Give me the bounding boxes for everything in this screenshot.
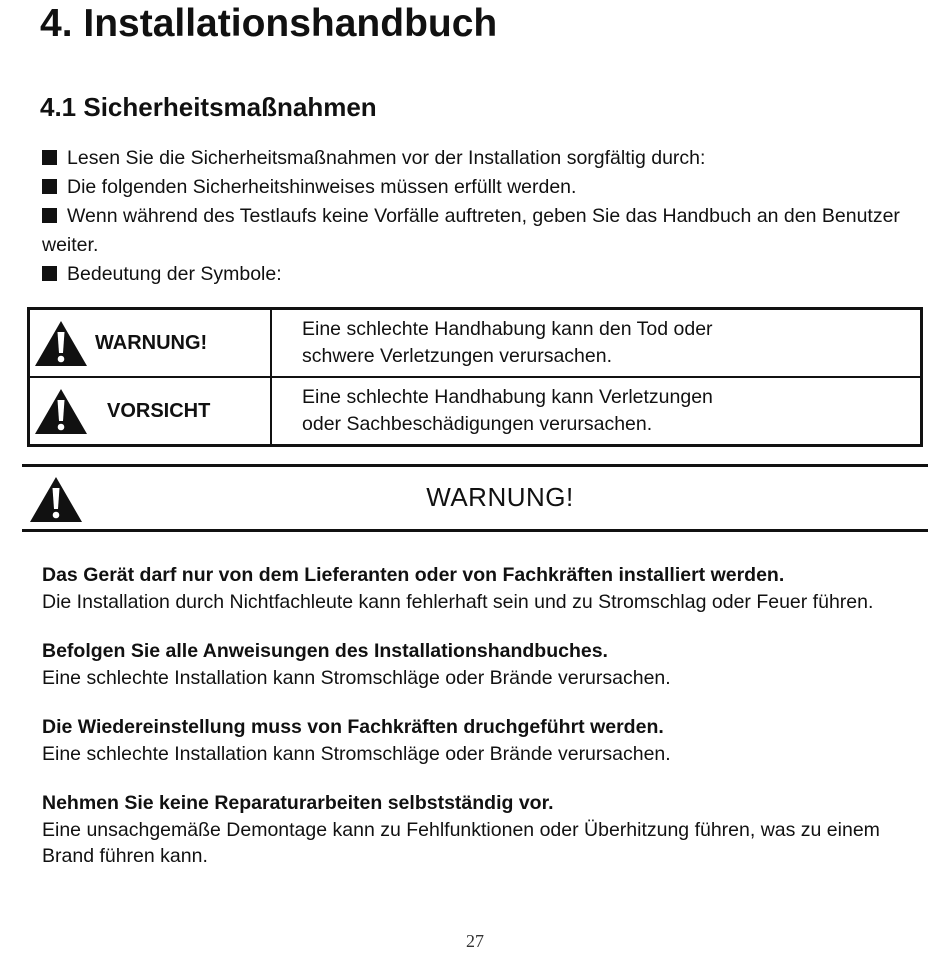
square-bullet-icon bbox=[42, 150, 57, 165]
square-bullet-icon bbox=[42, 266, 57, 281]
bullet-item: Wenn während des Testlaufs keine Vorfälle auftreten, geben Sie das Handbuch an den Benutzer weiter. bbox=[42, 205, 900, 256]
bullet-item: Bedeutung der Symbole: bbox=[42, 260, 902, 289]
warning-item-body: Eine schlechte Installation kann Stromschläge oder Brände verursachen. bbox=[42, 742, 671, 765]
symbol-description: Eine schlechte Handhabung kann den Tod oder schwere Verletzungen verursachen. bbox=[271, 309, 922, 378]
warning-item bbox=[42, 714, 922, 767]
square-bullet-icon bbox=[42, 208, 57, 223]
square-bullet-icon bbox=[42, 179, 57, 194]
warning-item bbox=[42, 562, 922, 615]
warning-item-body: Eine unsachgemäße Demontage kann zu Fehlfunktionen oder Überhitzung führen, was zu einem Brand führen kann. bbox=[42, 818, 880, 867]
symbol-label-caution: VORSICHT bbox=[107, 399, 211, 422]
warning-item-title: Nehmen Sie keine Reparaturarbeiten selbstständig vor. bbox=[42, 792, 554, 814]
warning-list bbox=[42, 562, 922, 893]
warning-banner-title: WARNUNG! bbox=[426, 482, 574, 512]
section-title: 4.1 Sicherheitsmaßnahmen bbox=[40, 92, 377, 122]
symbol-label-warning: WARNUNG! bbox=[95, 331, 208, 354]
page-number: 27 bbox=[466, 931, 484, 951]
bullet-list bbox=[42, 144, 902, 289]
symbol-cell bbox=[29, 309, 272, 378]
page-title: 4. Installationshandbuch bbox=[40, 2, 498, 45]
bullet-item: Die folgenden Sicherheitshinweises müssen erfüllt werden. bbox=[42, 173, 902, 202]
symbol-table bbox=[27, 307, 923, 447]
warning-triangle-icon bbox=[33, 318, 89, 368]
symbol-description: Eine schlechte Handhabung kann Verletzungen oder Sachbeschädigungen verursachen. bbox=[271, 377, 922, 446]
bullet-item: Lesen Sie die Sicherheitsmaßnahmen vor der Installation sorgfältig durch: bbox=[42, 144, 902, 173]
warning-item-title: Befolgen Sie alle Anweisungen des Installationshandbuches. bbox=[42, 640, 608, 662]
warning-item-title: Die Wiedereinstellung muss von Fachkräften druchgeführt werden. bbox=[42, 716, 664, 738]
symbol-cell bbox=[29, 377, 272, 446]
warning-item bbox=[42, 790, 922, 870]
warning-item-body: Die Installation durch Nichtfachleute kann fehlerhaft sein und zu Stromschlag oder Feuer führen. bbox=[42, 590, 874, 613]
warning-banner bbox=[22, 464, 928, 532]
warning-item bbox=[42, 638, 922, 691]
warning-triangle-icon bbox=[33, 386, 89, 436]
warning-item-body: Eine schlechte Installation kann Stromschläge oder Brände verursachen. bbox=[42, 666, 671, 689]
warning-item-title: Das Gerät darf nur von dem Lieferanten oder von Fachkräften installiert werden. bbox=[42, 564, 785, 586]
symbol-row-caution bbox=[29, 377, 922, 446]
symbol-row-warning bbox=[29, 309, 922, 378]
